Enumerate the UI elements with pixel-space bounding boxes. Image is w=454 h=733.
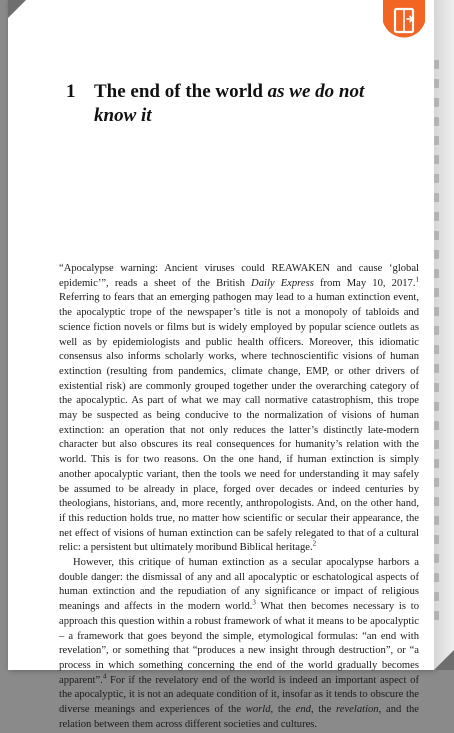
chapter-title-italic-2: know it: [94, 105, 152, 126]
chapter-heading: [66, 80, 396, 128]
footnote-ref-2[interactable]: 2: [312, 539, 317, 548]
p2-word-world: world: [245, 704, 271, 716]
chapter-number: 1: [66, 81, 76, 102]
page-corner-top-left: [8, 0, 26, 18]
chapter-heading-line-1: [66, 80, 396, 104]
document-page: [8, 0, 434, 730]
paragraph-1: [59, 262, 419, 556]
chapter-title-italic-1: as we do not: [267, 81, 365, 102]
p2-text-a: However, this critique of human extinction as a secular apocalypse harbors a double danger: the dismissal of any and all apocalyptic or eschatological aspects of human extinction and the repudiation of any significance or impact of religious meanings and affects in the modern world.: [59, 557, 419, 613]
p1-newspaper-title: Daily Express: [251, 277, 314, 289]
chapter-title-plain: The end of the world: [94, 81, 268, 102]
p2-word-end: end: [295, 704, 311, 716]
page-edge-marks: [430, 60, 442, 620]
p1-text-a: “Apocalypse warning: Ancient viruses could REAWAKEN and cause ‘global epidemic’”, reads a sheet of the British: [59, 263, 419, 289]
footnote-ref-4[interactable]: 4: [102, 672, 107, 681]
body-text: [59, 262, 419, 733]
p2-text-c: For if the revelatory end of the world is indeed an important aspect of the apocalyptic, it is not an adequate condition of it, insofar as it tends to obscure the diverse meanings and experiences of the: [59, 674, 419, 716]
footnote-ref-1[interactable]: 1: [415, 275, 419, 284]
p1-text-c: Referring to fears that an emerging pathogen may lead to a human extinction event, the apocalyptic trope of the newspaper’s title is not a monopoly of tabloids and science fiction novels or films but is widely employed by popular science outlets as well as by epidemiologists and public health officers. Moreover, this idiomatic consensus also informs scholarly works, where technoscientific visions of human extinction (resulting from pandemics, climate change, EMP, or other drivers of existential risk) are commonly grouped together under the overarching category of the apocalyptic. As part of what we may call normative catastrophism, this trope may be suspected as being conducive to the normalization of visions of human extinction: an operation that not only reduces the latter’s distinctly late-modern character but also obscures its real consequences for humanity’s relation with the world. This is for two reasons. On the one hand, if human extinction is simply another apocalyptic variant, then the tools we need for understanding it may safely be assumed to be already in place, forged over decades or indeed centuries by theologians, historians, and, more recently, anthropologists. And, on the other hand, if this reduction holds true, no matter how scientific or secular their appearance, the net effect of visions of human extinction can be safely relegated to that of a cultural relic: a persistent but ultimately moribund Biblical heritage.: [59, 292, 419, 554]
open-book-icon[interactable]: [381, 0, 427, 44]
footnote-ref-3[interactable]: 3: [252, 598, 256, 607]
p2-text-f: , and the relation between them across different societies and cultures.: [59, 704, 420, 730]
p2-text-e: , the: [310, 704, 337, 716]
page-corner-bottom-right: [434, 650, 454, 670]
p2-text-d: , the: [270, 704, 296, 716]
p1-text-b: from May 10, 2017.: [313, 277, 416, 289]
p2-text-b: What then becomes necessary is to approach this question within a robust framework of what it means to be apocalyptic – a framework that goes beyond the simple, etymological formulas: “an end with revelation”, or something that “produces a new insight through destruction”, or “a process in which something concerning the end of the world gradually becomes apparent”.: [59, 601, 419, 686]
p2-word-revelation: revelation: [336, 704, 379, 716]
paragraph-2: [59, 556, 419, 732]
